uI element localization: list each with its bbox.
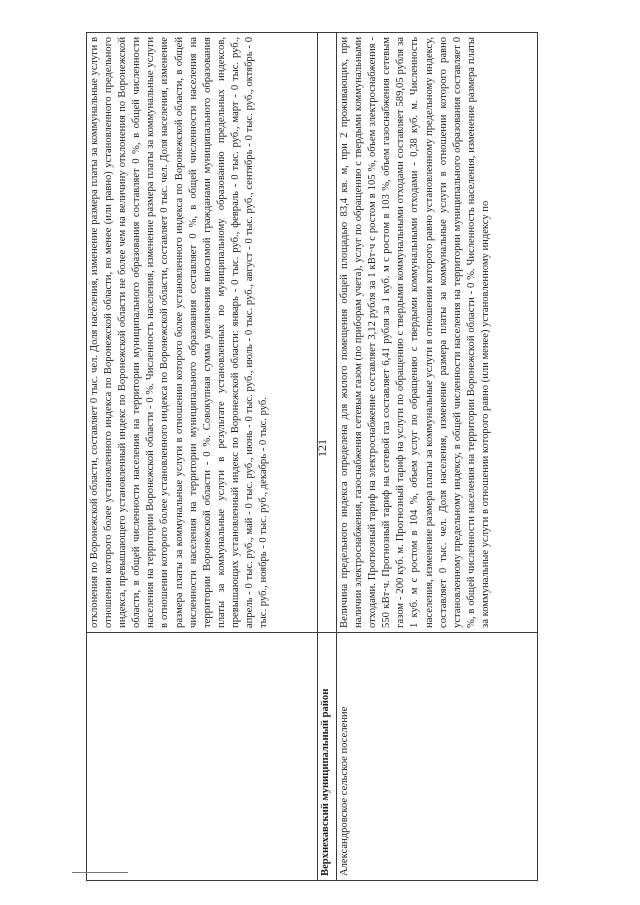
description-text: Величина предельного индекса определена для жилого помещения общей площадью 83,4 кв. м, при 2 проживающих, при наличии электроснабжения, газоснабжения сетевым газом (по приборам учета), услуг по обращению с твердыми коммунальными отходами. Прогнозный тариф на электроснабжение составляет 3,12 рубля за 1 кВт·ч с ростом в 105 %, объем электроснабжения - 550 кВт·ч. Прогнозный тариф на сетевой газ составляет 6,41 рубля за 1 куб. м с ростом в 103 %, объем газоснабжения сетевым газом - 200 куб. м. Прогнозный тариф на услуги по обращению с твердыми коммунальными отходами составляет 589,05 рубля за 1 куб. м с ростом в 104 %, объем услуг по обращению с твердыми коммунальными отходами - 0,38 куб. м. Численность населения, изменение размера платы за коммунальные услуги в отношении которого равно установленному предельному индексу, составляет 0 тыс. чел. Доля населения, изменение размера платы за коммунальные услуги в отношении которого равно установленному предельному индексу, в общей численности населения на территории муниципального образования составляет 0 %, в общей численности населения на территории Воронежской области - 0 %. Численность населения, изменение размера платы за коммунальные услуги в отношении которого равно (или менее) установленному индексу по xyxy=(339,37,491,628)
district-name: Верхнехавский муниципальный район xyxy=(320,688,331,876)
description-cell xyxy=(87,33,318,633)
municipality-name xyxy=(88,637,314,876)
district-cell xyxy=(318,632,337,880)
district-empty-cell xyxy=(318,33,337,633)
footer-rule xyxy=(72,872,128,873)
municipality-name: Александровское сельское поселение xyxy=(339,706,350,876)
description-text: отклонения по Воронежской области, составляет 0 тыс. чел. Доля населения, изменение размера платы за коммунальные услуги в отношении которого более установленного индекса по Воронежской области, но менее (или равно) установленного предельного индекса, превышающего установленный индекс по Воронежской области не более чем на величину отклонения по Воронежской области, в общей численности населения на территории муниципального образования составляет 0 %, в общей численности населения на территории Воронежской области - 0 %. Численность населения, изменение размера платы за коммунальные услуги в отношении которого более установленного индекса по Воронежской области, составляет 0 тыс. чел. Доля населения, изменение размера платы за коммунальные услуги в отношении которого более установленного индекса по Воронежской области, в общей численности населения на территории муниципального образования составляет 0 %, в общей численности населения на территории Воронежской области - 0 %. Совокупная сумма увеличения вносимой гражданами муниципального образования платы за коммунальные услуги в результате установленных по муниципальному образованию предельных индексов, превышающих установленный индекс по Воронежской области: январь - 0 тыс. руб., февраль - 0 тыс. руб., март - 0 тыс. руб., апрель - 0 тыс. руб., май - 0 тыс. руб., июнь - 0 тыс. руб., июль - 0 тыс. руб., август - 0 тыс. руб., сентябрь - 0 тыс. руб., октябрь - 0 тыс. руб., ноябрь - 0 тыс. руб., декабрь - 0 тыс. руб. xyxy=(89,37,270,628)
table-row-municipality xyxy=(337,33,538,881)
page-number: 121 xyxy=(315,439,329,457)
table-row-continued xyxy=(87,33,318,881)
rotated-table-area xyxy=(86,32,640,876)
rotated-table-inner xyxy=(86,32,534,881)
municipality-cell xyxy=(87,632,318,880)
tariff-index-table xyxy=(86,32,538,881)
table-row-district xyxy=(318,33,337,881)
municipality-cell xyxy=(337,632,538,880)
description-cell xyxy=(337,33,538,633)
